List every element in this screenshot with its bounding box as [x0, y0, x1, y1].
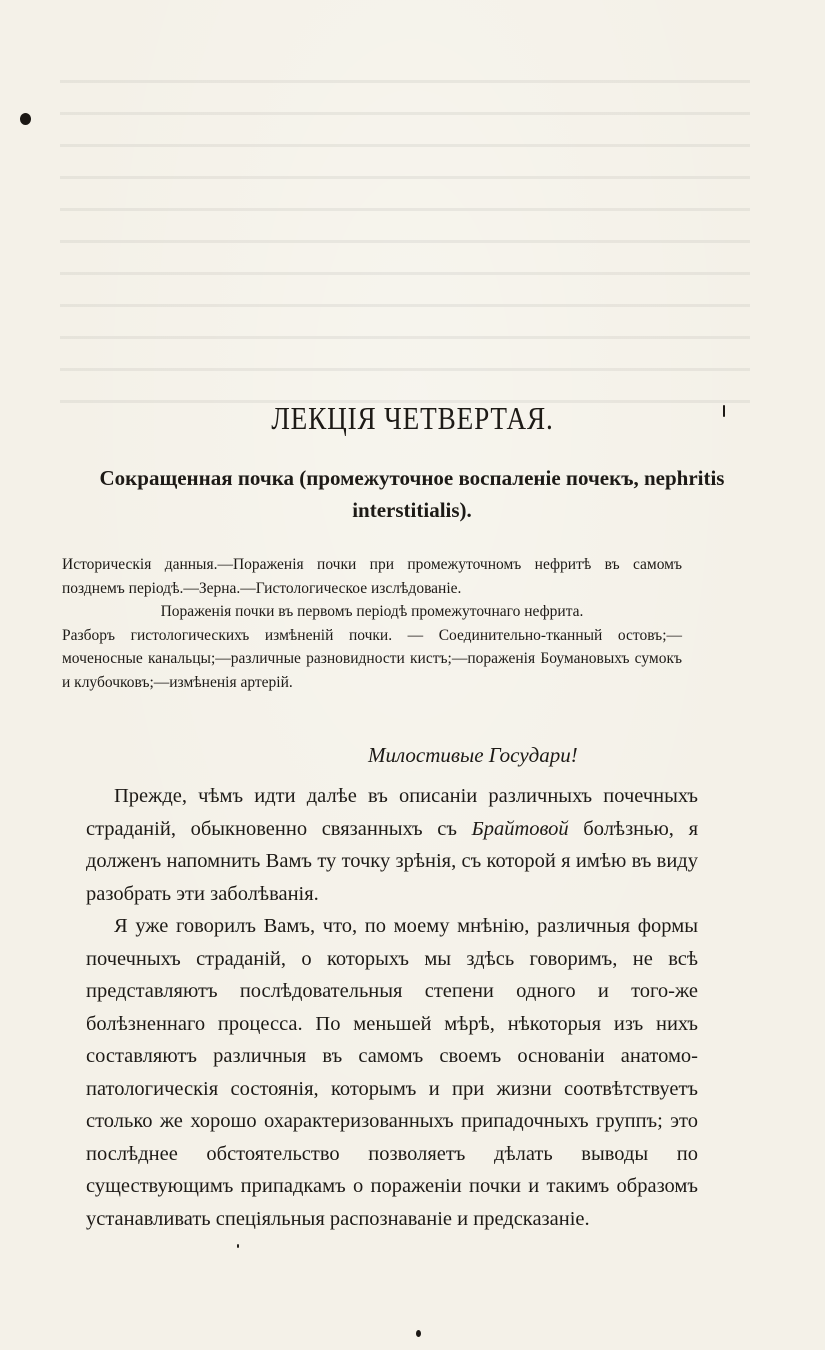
- paragraph-text: Прежде, чѣмъ идти далѣе въ описаніи различныхъ почечныхъ страданій, обыкновенно связанныхъ съ: [86, 785, 698, 840]
- summary-line: Разборъ гистологическихъ измѣненій почки. — Соединительно-тканный остовъ;—моченосные канальцы;—различные разновидности кистъ;—пораженія Боумановыхъ сумокъ и клубочковъ;—измѣненія артерій.: [62, 626, 682, 691]
- paragraph: Я уже говорилъ Вамъ, что, по моему мнѣнію, различныя формы почечныхъ страданій, о которыхъ мы здѣсь говоримъ, не всѣ представляютъ послѣдовательныя степени одного и того-же болѣзненнаго процесса. По меньшей мѣрѣ, нѣкоторыя изъ нихъ составляютъ различныя въ самомъ своемъ основаніи анатомо-патологическія состоянія, которымъ и при жизни соотвѣтствуетъ столько же хорошо охарактеризованныхъ припадочныхъ группъ; это послѣднее обстоятельство позволяетъ дѣлать выводы по существующимъ припадкамъ о пораженіи почки и такимъ образомъ устанавливать спеціяльныя распознаваніе и предсказаніе.: [86, 915, 698, 1230]
- summary-line: Пораженія почки въ первомъ періодѣ промежуточнаго нефрита.: [160, 603, 584, 620]
- salutation: Милостивые Государи!: [368, 743, 578, 767]
- ink-spot: [416, 1330, 421, 1337]
- lecture-summary: [62, 553, 682, 694]
- summary-line: Историческія данныя.—Пораженія почки при промежуточномъ нефритѣ въ самомъ позднемъ періодѣ.—Зерна.—Гистологическое изслѣдованіе.: [62, 556, 682, 597]
- lecture-subtitle: Сокращенная почка (промежуточное воспаленіе почекъ, nephritis interstitialis).: [99, 466, 725, 522]
- ink-spot: [20, 113, 31, 125]
- body-text: [86, 780, 698, 1235]
- ink-spot: [237, 1244, 239, 1248]
- emphasized-name: Брайтовой: [471, 817, 569, 840]
- lecture-title: ЛЕКЦIЯ ЧЕТВЕРТАЯ.: [271, 400, 554, 436]
- paragraph: [86, 780, 698, 910]
- paragraph-text: болѣзнью, я долженъ напомнить Вамъ ту точку зрѣнія, съ которой я имѣю въ виду разобрать эти заболѣванія.: [86, 817, 698, 905]
- show-through-text: [60, 80, 750, 420]
